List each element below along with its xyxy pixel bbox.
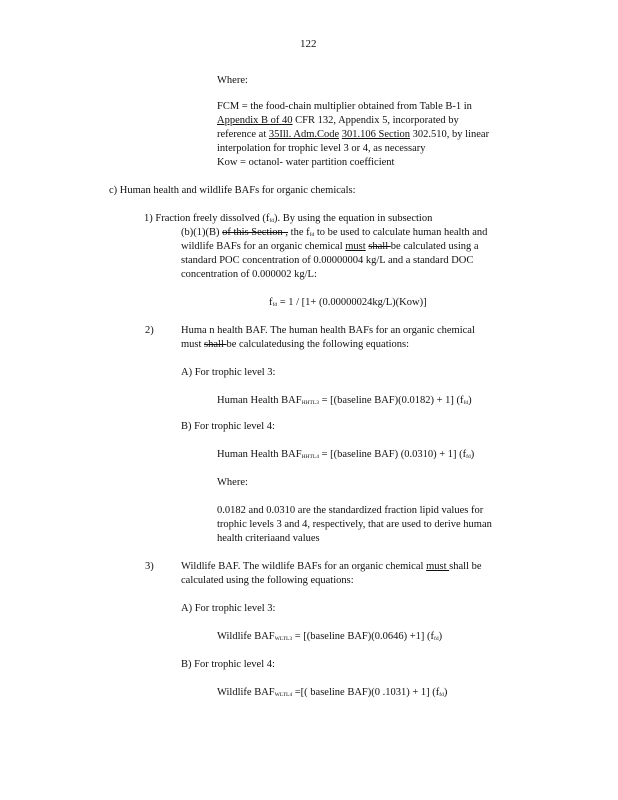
- where-label: Where:: [217, 75, 248, 86]
- fcm-definition-line: reference at 35Ill. Adm.Code 301.106 Section 302.510, by linear: [217, 129, 490, 140]
- fcm-definition-line: FCM = the food-chain multiplier obtained from Table B-1 in: [217, 101, 472, 112]
- kow-definition: Kow = octanol- water partition coefficient: [217, 157, 395, 168]
- inserted-text: Appendix B of 40: [217, 115, 293, 126]
- ffd-equation: $f_{fd} = 1 / [1+ (0.00000024kg/L)(Kow)]$: [269, 297, 427, 308]
- section-c-heading: c) Human health and wildlife BAFs for organic chemicals:: [109, 185, 356, 196]
- item2-number: 2): [145, 325, 154, 336]
- item1-line: wildlife BAFs for an organic chemical must shall be calculated using a: [181, 241, 479, 252]
- wl-baf-tl3-equation: Wildlife $BAF_{WLTL3}$ = [(baseline BAF)(0.0646) +1] $(f_{fd})$: [217, 631, 443, 642]
- inserted-text: must: [345, 241, 366, 252]
- item2a-label: A) For trophic level 3:: [181, 367, 276, 378]
- item1-line: standard POC concentration of 0.00000004 kg/L and a standard DOC: [181, 255, 474, 266]
- item1-line: 1) Fraction freely dissolved $(f_{fd})$. By using the equation in subsection: [144, 213, 433, 224]
- deleted-text: shall: [204, 339, 227, 350]
- wl-baf-tl4-equation: Wildlife $BAF_{WLTL4}$ =[( baseline BAF)(0 .1031) + 1] $(f_{fd})$: [217, 687, 448, 698]
- item1-line: (b)(1)(B) of this Section , the $f_{fd}$ to be used to calculate human health and: [181, 227, 488, 238]
- hh-baf-tl4-equation: Human Health $BAF_{HHTL4}$ = [(baseline BAF) (0.0310) + 1] $(f_{fd})$: [217, 449, 475, 460]
- fcm-definition-line: Appendix B of 40 CFR 132, Appendix 5, incorporated by: [217, 115, 459, 126]
- where-label: Where:: [217, 477, 248, 488]
- item2-line: Huma n health BAF. The human health BAFs for an organic chemical: [181, 325, 475, 336]
- item1-line: concentration of 0.000002 kg/L:: [181, 269, 317, 280]
- inserted-text: 35Ill. Adm.Code: [268, 129, 340, 140]
- lipid-note-line: 0.0182 and 0.0310 are the standardized fraction lipid values for: [217, 505, 484, 516]
- item3-line: Wildlife BAF. The wildlife BAFs for an organic chemical must shall be: [181, 561, 482, 572]
- item3a-label: A) For trophic level 3:: [181, 603, 276, 614]
- item2-line: must shall be calculatedusing the following equations:: [181, 339, 410, 350]
- item3b-label: B) For trophic level 4:: [181, 659, 275, 670]
- item3-number: 3): [145, 561, 154, 572]
- inserted-text: 301.106 Section: [341, 129, 411, 140]
- deleted-text: shall: [368, 241, 391, 252]
- fcm-definition-line: interpolation for trophic level 3 or 4, as necessary: [217, 143, 426, 154]
- inserted-text: must: [426, 561, 450, 572]
- page-number: 122: [300, 38, 317, 50]
- deleted-text: of this Section ,: [222, 227, 289, 238]
- hh-baf-tl3-equation: Human Health $BAF_{HHTL3}$ = [(baseline BAF)(0.0182) + 1] $(f_{fd})$: [217, 395, 472, 406]
- item3-line: calculated using the following equations:: [181, 575, 354, 586]
- lipid-note-line: health criteriaand values: [217, 533, 320, 544]
- lipid-note-line: trophic levels 3 and 4, respectively, that are used to derive human: [217, 519, 492, 530]
- item2b-label: B) For trophic level 4:: [181, 421, 275, 432]
